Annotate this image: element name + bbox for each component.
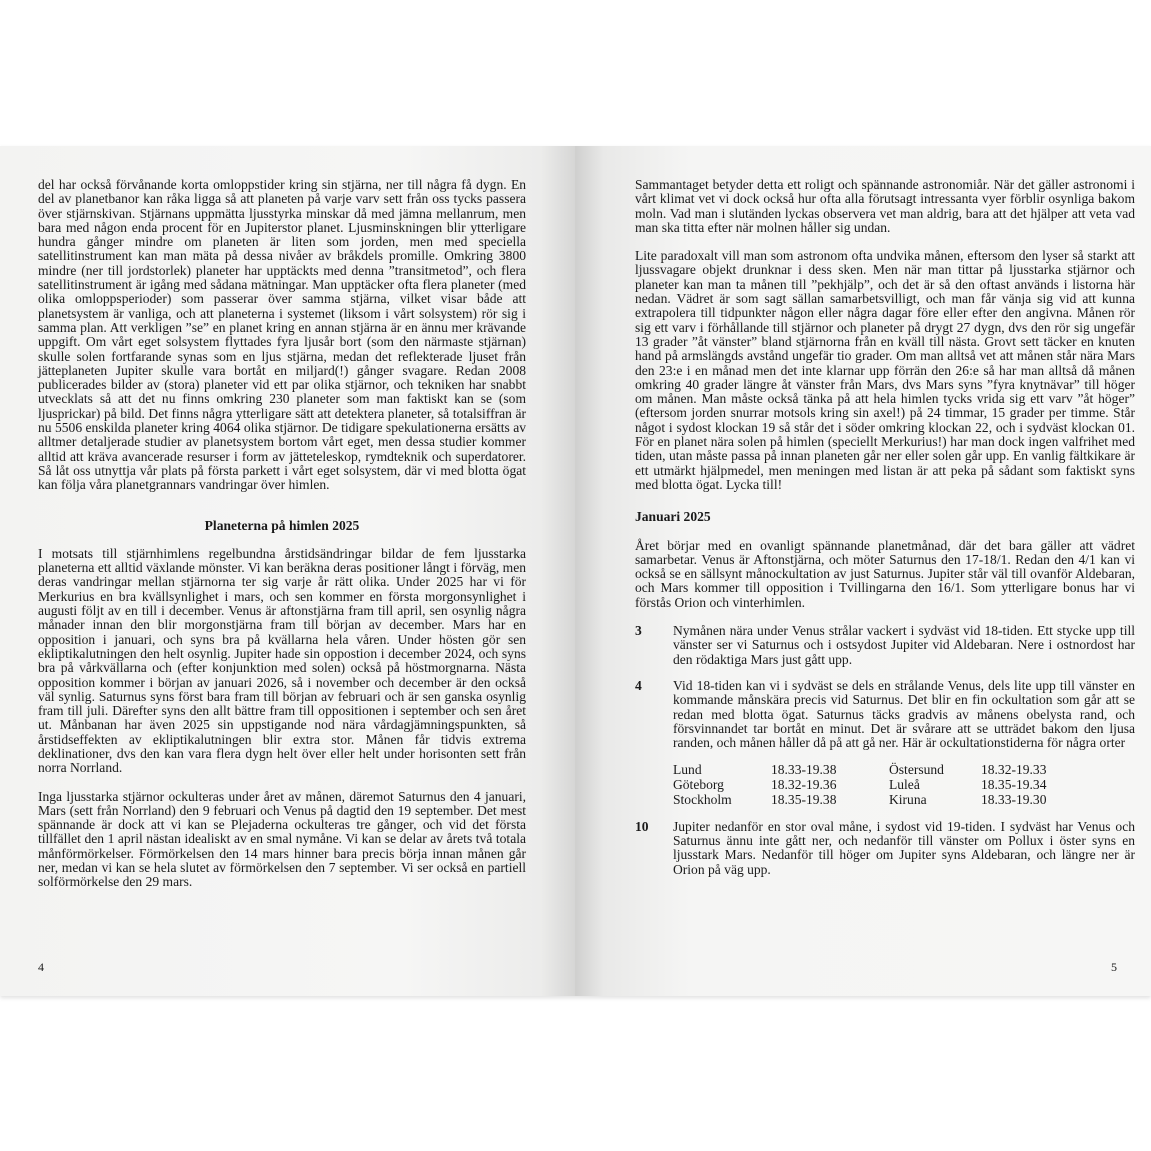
day-entries bbox=[635, 624, 1135, 877]
summary-paragraph: Sammantaget betyder detta ett roligt och spännande astronomiår. När det gäller astronomi i vårt klimat vet vi dock också hur ofta alla förutsagt intressanta vyer förblir osynliga bakom moln. Vad man i slutänden lyckas observera vet man aldrig, bara att det hjälper att veta vad man ska titta efter när molnen håller sig undan. bbox=[635, 177, 1135, 235]
occultation-time: 18.35-19.38 bbox=[771, 791, 837, 807]
occultations-paragraph: Inga ljusstarka stjärnor ockulteras under året av månen, däremot Saturnus den 4 januari, Mars (sett från Norrland) den 9 februari och Venus på dagtid den 19 september. Det mest spännande är dock att vi kan se Plejaderna ockulteras tre gånger, och vid det första tillfället den 1 april nästan idealiskt av en smal nymåne. Vi kan se delar av årets två totala månförmörkelser. Förmörkelsen den 14 mars hinner bara precis börja innan månen går ner, medan vi kan se hela slutet av förmörkelsen den 7 september. Vi ser också en partiell solförmörkelse den 29 mars. bbox=[38, 788, 526, 890]
place-name: Kiruna bbox=[889, 791, 927, 807]
place-name: Göteborg bbox=[673, 777, 724, 793]
occultation-time: 18.33-19.30 bbox=[981, 791, 1047, 807]
right-page-text bbox=[635, 178, 1135, 877]
occultation-times-table bbox=[673, 763, 1135, 807]
place-name: Östersund bbox=[889, 762, 944, 778]
place-name: Stockholm bbox=[673, 791, 732, 807]
place-name: Luleå bbox=[889, 777, 920, 793]
occultation-time: 18.33-19.38 bbox=[771, 762, 837, 778]
entry-text: Nymånen nära under Venus strålar vackert i sydväst vid 18-tiden. Ett stycke upp till vänster ser vi Saturnus och i ostsydost Jupiter vid Aldebaran. Nere i ostnordost har den rödaktiga Mars just gått upp. bbox=[673, 623, 1135, 667]
entry-day-number: 10 bbox=[635, 818, 649, 834]
month-intro-paragraph: Året börjar med en ovanligt spännande planetmånad, där det bara gäller att vädret samarbetar. Venus är Aftonstjärna, och möter Saturnus den 17-18/1. Redan den 4/1 kan vi också se en sällsynt månockultation av just Saturnus. Jupiter står väl till ovanför Aldebaran, och Mars kommer till opposition i Tvillingarna den 16/1. Som ytterligare bonus har vi förstås Orion och vinterhimlen. bbox=[635, 537, 1135, 610]
page-number-right: 5 bbox=[1111, 960, 1117, 974]
occultation-time: 18.32-19.36 bbox=[771, 777, 837, 793]
planets-paragraph: I motsats till stjärnhimlens regelbundna årstidsändringar bildar de fem ljusstarka planeterna ett alltid växlande mönster. Vi kan beräkna deras positioner långt i förväg, men deras vandringar mellan stjärnorna ter sig varje år rätt olika. Under 2025 har vi för Merkurius en bra kvällsynlighet i mars, och sen kommer en första morgonsynlighet i augusti följt av en till i december. Venus är aftonstjärna fram till april, sen osynlig några månader innan den blir morgonstjärna fram till början av december. Mars har en opposition i januari, och syns bra på kvällarna hela våren. Under hösten gör sen ekliptikalutningen den helt osynlig. Jupiter hade sin oppostion i december 2024, och syns bra på vårkvällarna och (efter konjunktion med solen) också på höstmorgnarna. Nästa opposition kommer i början av januari 2026, så i november och december är den också väl synlig. Saturnus syns först bara fram till början av februari och är sen ganska osynlig fram till juli. Därefter syns den allt bättre fram till oppositionen i september och sen året ut. Månbanan har även 2025 sin uppstigande nod nära vårdagjämningspunkten, så årstidseffekten av ekliptikalutningen blir extra stor. Månen får tidvis extrema deklinationer, dvs den kan vara flera dygn helt över eller helt under horisonten sett från norra Norrland. bbox=[38, 545, 526, 776]
month-heading: Januari 2025 bbox=[635, 509, 711, 525]
day-entry bbox=[635, 624, 1135, 667]
entry-body bbox=[673, 679, 1135, 808]
entry-day-number: 3 bbox=[635, 623, 642, 639]
occultation-time: 18.32-19.33 bbox=[981, 762, 1047, 778]
entry-text: Jupiter nedanför en stor oval måne, i sydost vid 19-tiden. I sydväst har Venus och Saturnus ännu inte gått ner, och nedanför till vänster om Pollux i öster syns en ljusstark Mars. Nedanför till höger om Jupiter syns Aldebaran, och längre ner är Orion på väg upp. bbox=[673, 818, 1135, 877]
place-name: Lund bbox=[673, 762, 702, 778]
left-page bbox=[0, 146, 575, 996]
right-page bbox=[575, 146, 1151, 996]
occultation-time: 18.35-19.34 bbox=[981, 777, 1047, 793]
entry-day-number: 4 bbox=[635, 677, 642, 693]
moon-guide-paragraph: Lite paradoxalt vill man som astronom ofta undvika månen, eftersom den lyser så starkt att ljussvagare objekt drunknar i dess sken. Men när man tittar på ljusstarka stjärnor och planeter kan man ta månen till ”pekhjälp”, och det är så den oftast används i listorna här nedan. Vädret är som sagt sällan samarbetsvilligt, och man får vänja sig vid att kunna extrapolera till tidpunkter någon eller några dagar före eller efter den angivna. Månen rör sig ett varv i förhållande till stjärnor och planeter på drygt 27 dygn, dvs den rör sig ungefär 13 grader ”åt vänster” bland stjärnorna från en kväll till nästa. Grovt sett täcker en knuten hand på armslängds avstånd ungefär tio grader. Om man alltså vet att månen står nära Mars den 23:e i en månad men det inte klarnar upp förrän den 26:e så har man alltså då månen omkring 40 grader längre åt vänster från Mars, dvs Mars syns ”fyra knytnävar” till höger om månen. Man måste också tänka på att hela himlen tycks vrida sig ett varv ”åt höger” (eftersom jorden snurrar motsols kring sin axel!) på 24 timmar, 15 grader per timme. Står något i sydost klockan 19 så står det i söder omkring klockan 22, och i sydväst klockan 01. För en planet nära solen på himlen (speciellt Merkurius!) har man dock ingen valfrihet med tiden, utan måste passa på innan planeten går ner eller solen går upp. En vanlig fältkikare är ett utmärkt hjälpmedel, men meningen med listan är att peka på sådant som faktiskt syns med blotta ögat. Lycka till! bbox=[635, 248, 1135, 492]
entry-text: Vid 18-tiden kan vi i sydväst se dels en strålande Venus, dels lite upp till vänster en kommande månskära precis vid Saturnus. Det blir en fin ockultation som går att se redan med blotta ögat. Saturnus täcks gradvis av månens obelysta rand, och försvinnandet tar bortåt en minut. Det är svårare att se utträdet bakom den ljusa randen, och månen håller då på att gå ner. Här är ockultationstiderna för några orter bbox=[673, 677, 1135, 751]
page-number-left: 4 bbox=[38, 960, 44, 974]
day-entry bbox=[635, 679, 1135, 808]
day-entry bbox=[635, 820, 1135, 877]
intro-paragraph: del har också förvånande korta omloppstider kring sin stjärna, ner till några få dygn. En del av planetbanor kan råka ligga så att planeten på varje varv sett från oss tycks passera över stjärnskivan. Stjärnans uppmätta ljusstyrka minskar då med jämna mellanrum, men bara med någon enda procent för en Jupiterstor planet. Ljusminskningen blir ytterligare hundra gånger mindre om planeten är liten som jorden, men med speciella satellitinstrument kan man mäta på dessa nivåer av bråkdels promille. Omkring 3800 mindre (ner till jordstorlek) planeter har upptäckts med denna ”transitmetod”, och flera satellitinstrument är igång med sådana mätningar. Man upptäcker ofta flera planeter (med olika omloppsperioder) som passerar över samma stjärna, vilket visar både att planetsystem är vanliga, och att planeterna i systemet (liksom i vårt solsystem) rör sig i samma plan. Att verkligen ”se” en planet kring en annan stjärna är en ännu mer krävande uppgift. Om vårt eget solsystem flyttades fyra ljusår bort (som den närmaste stjärnan) skulle solen fortfarande synas som en ljus stjärna, medan det reflekterade ljuset från jätteplaneten Jupiter skulle vara bortåt en miljard(!) gånger svagare. Redan 2008 publicerades bilder av (stora) planeter vid ett par olika stjärnor, och tekniken har snabbt utvecklats så att det nu finns omkring 230 planeter som man faktiskt kan se (som ljusprickar) på bild. Det finns några ytterligare sätt att detektera planeter, så totalsiffran är nu 5506 enskilda planeter kring 4064 olika stjärnor. De tidigare spekulationerna ersätts av alltmer detaljerade studier av planetsystem bortom vårt eget, men dessa studier kommer alltid att kräva avancerade resurser i form av jätteteleskop, rymdteknik och superdatorer. Så låt oss utnyttja vår plats på första parkett i vårt eget solsystem, där vi med blotta ögat kan följa våra planetgrannars vandringar över himlen. bbox=[38, 177, 526, 493]
book-spread bbox=[0, 146, 1151, 996]
section-heading: Planeterna på himlen 2025 bbox=[204, 517, 360, 533]
left-page-text bbox=[38, 178, 526, 890]
